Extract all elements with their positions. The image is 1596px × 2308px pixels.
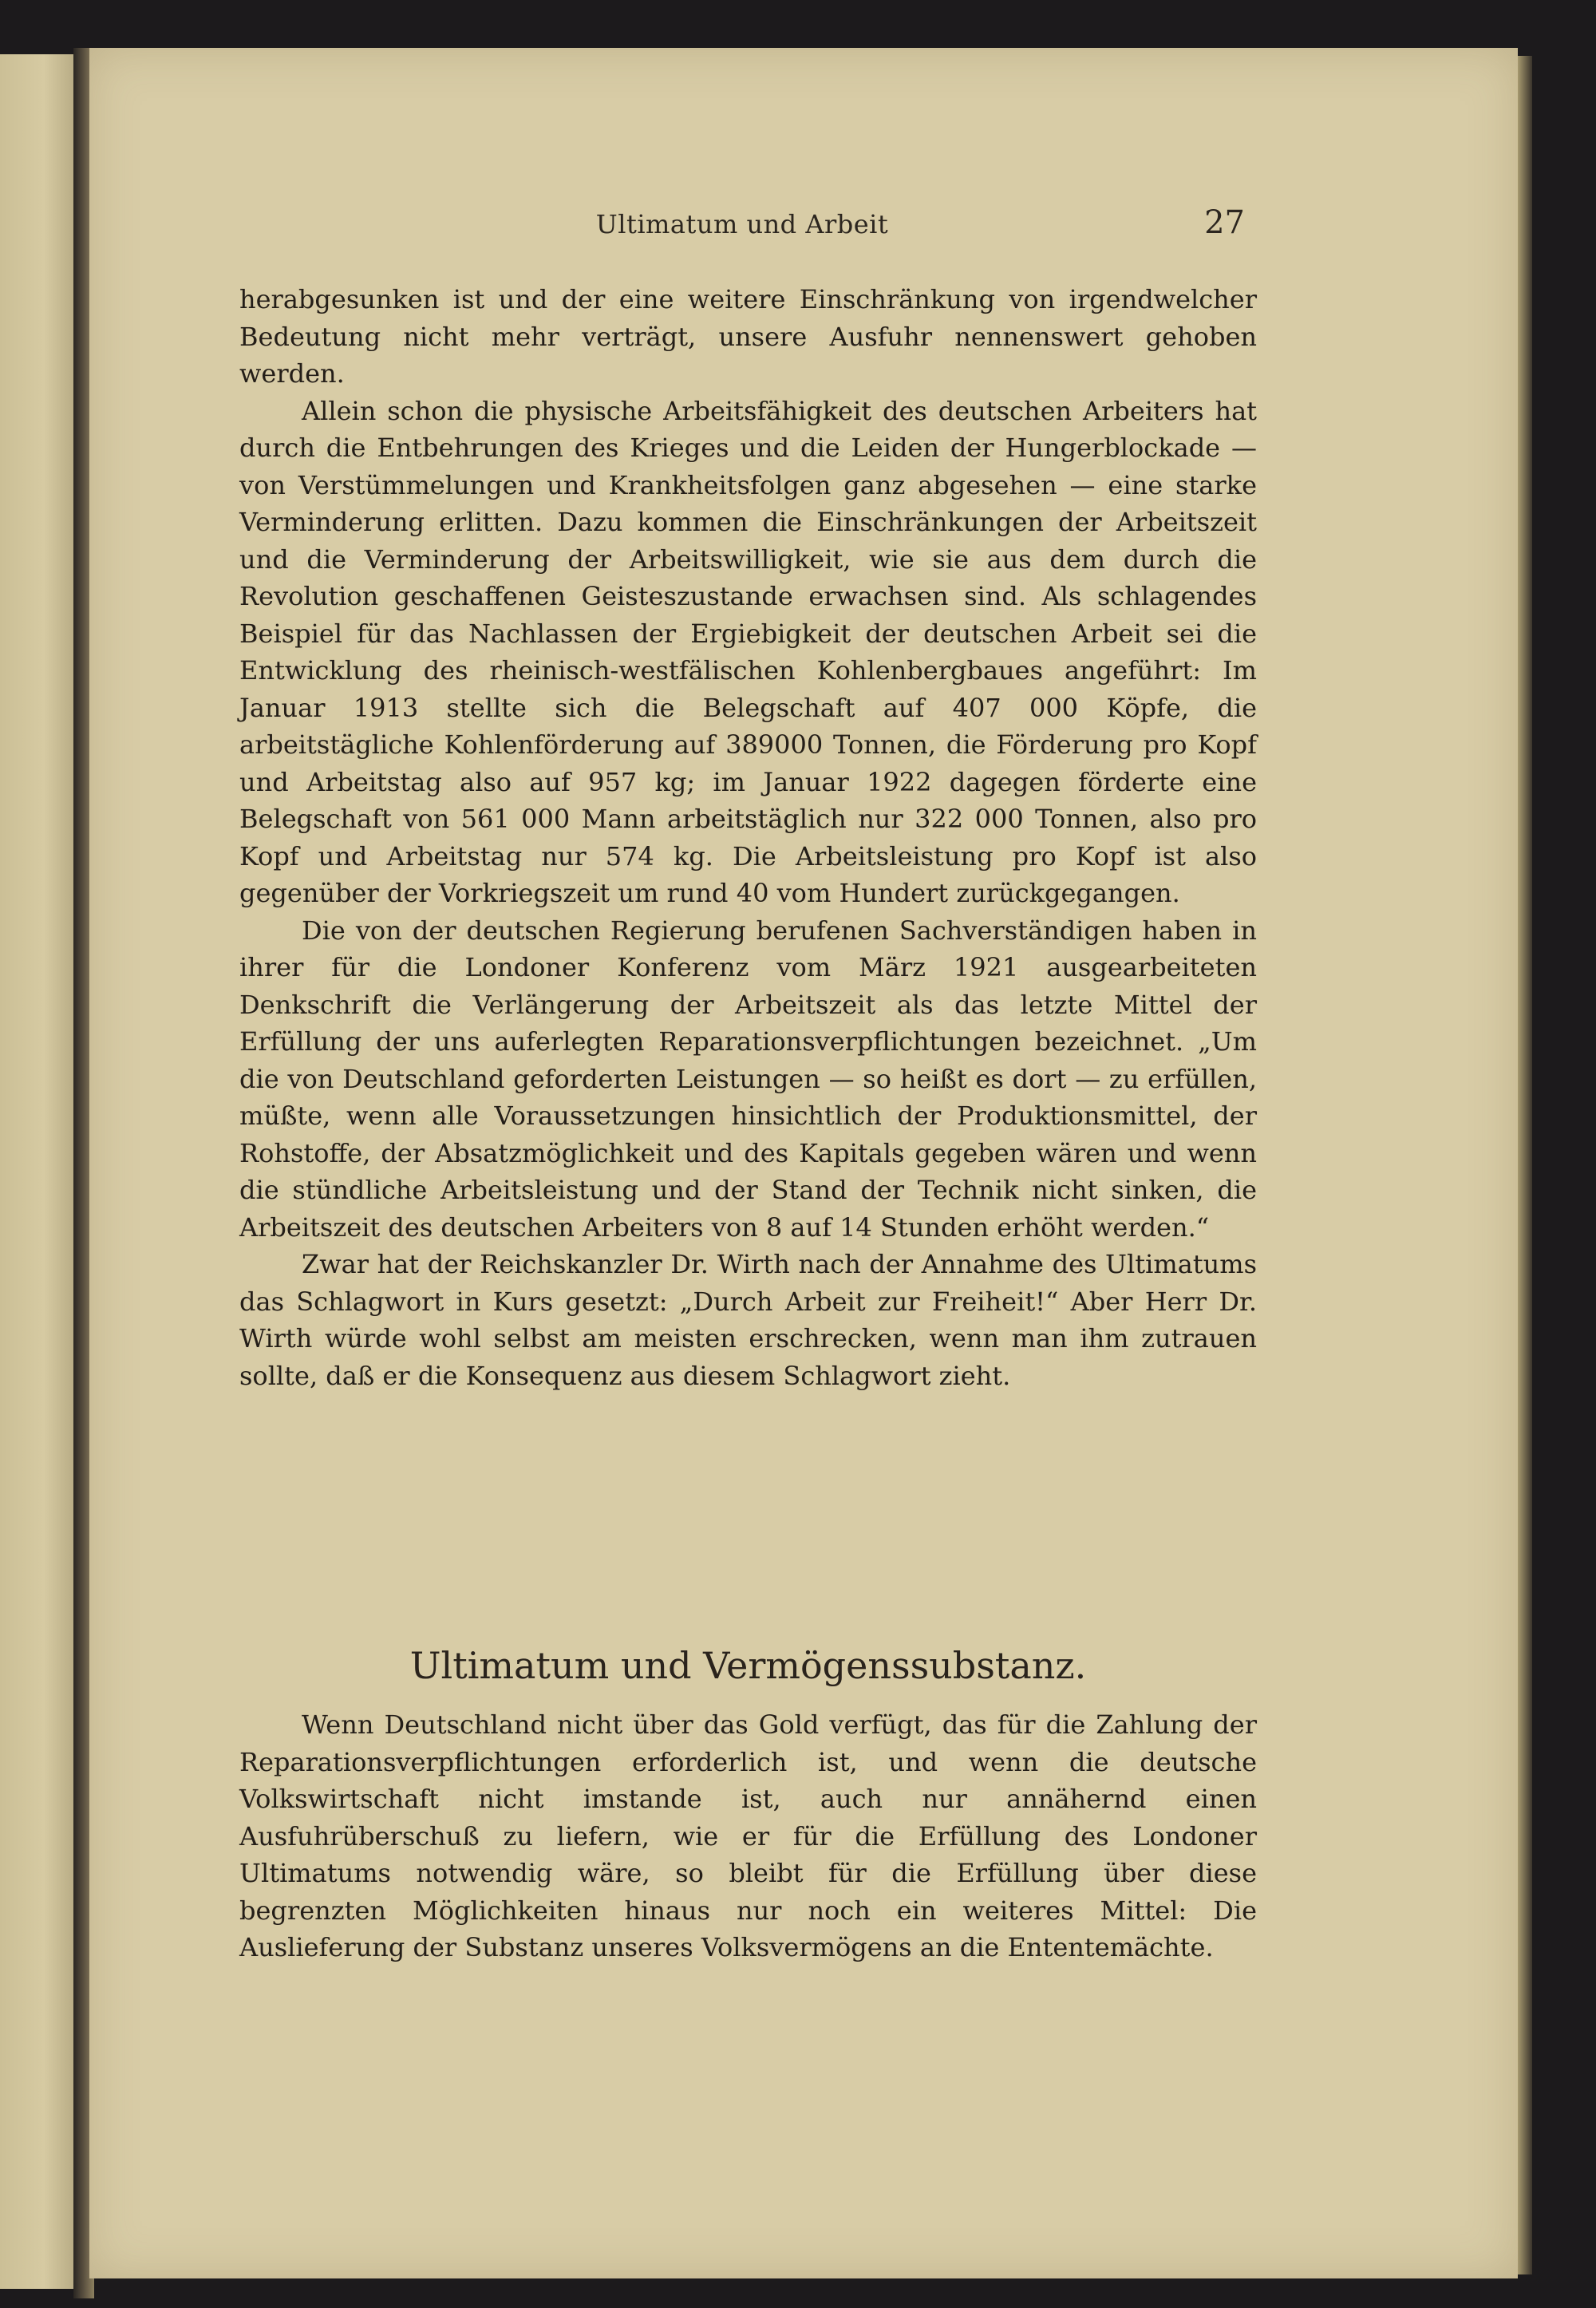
paragraph: Zwar hat der Reichskanzler Dr. Wirth nach der Annahme des Ultimatums das Schlagwort in Kurs gesetzt: „Durch Arbeit zur Freiheit!“ Aber Herr Dr. Wirth würde wohl selbst am meisten erschrecken, wenn man ihm zutrauen sollte, daß er die Konsequenz aus diesem Schlagwort zieht. bbox=[239, 1249, 1257, 1391]
section-text bbox=[239, 1706, 1257, 1966]
body-text bbox=[239, 281, 1257, 1394]
page-header bbox=[239, 204, 1245, 249]
paragraph: herabgesunken ist und der eine weitere Einschränkung von irgendwelcher Bedeutung nicht mehr verträgt, unsere Ausfuhr nennenswert gehoben werden. bbox=[239, 284, 1257, 389]
running-title: Ultimatum und Arbeit bbox=[595, 209, 889, 239]
facing-page-edge bbox=[0, 54, 73, 2289]
paragraph: Die von der deutschen Regierung berufenen Sachverständigen haben in ihrer für die Londoner Konferenz vom März 1921 ausgearbeiteten Denkschrift die Verlängerung der Arbeitszeit als das letzte Mittel der Erfüllung der uns auferlegten Reparationsverpflichtungen bezeichnet. „Um die von Deutschland geforderten Leistungen — so heißt es dort — zu erfüllen, müßte, wenn alle Voraussetzungen hinsichtlich der Produktionsmittel, der Rohstoffe, der Absatzmöglichkeit und des Kapitals gegeben wären und wenn die stündliche Arbeitsleistung und der Stand der Technik nicht sinken, die Arbeitszeit des deutschen Arbeiters von 8 auf 14 Stunden erhöht werden.“ bbox=[239, 915, 1257, 1243]
page-edge-shadow bbox=[1518, 56, 1532, 2274]
section-heading: Ultimatum und Vermögenssubstanz. bbox=[409, 1644, 1087, 1687]
paragraph: Allein schon die physische Arbeitsfähigkeit des deutschen Arbeiters hat durch die Entbehrungen des Krieges und die Leiden der Hungerblockade — von Verstümmelungen und Krankheitsfolgen ganz abgesehen — eine starke Verminderung erlitten. Dazu kommen die Einschränkungen der Arbeitszeit und die Verminderung der Arbeitswilligkeit, wie sie aus dem durch die Revolution geschaffenen Geisteszustande erwachsen sind. Als schlagendes Beispiel für das Nachlassen der Ergiebigkeit der deutschen Arbeit sei die Entwicklung des rheinisch-westfälischen Kohlenbergbaues angeführt: Im Januar 1913 stellte sich die Belegschaft auf 407 000 Köpfe, die arbeitstägliche Kohlenförderung auf 389000 Tonnen, die Förderung pro Kopf und Arbeitstag also auf 957 kg; im Januar 1922 dagegen förderte eine Belegschaft von 561 000 Mann arbeitstäglich nur 322 000 Tonnen, also pro Kopf und Arbeitstag nur 574 kg. Die Arbeitsleistung pro Kopf ist also gegenüber der Vorkriegszeit um rund 40 vom Hundert zurückgegangen. bbox=[239, 395, 1257, 908]
page-number: 27 bbox=[1204, 204, 1245, 241]
paragraph: Wenn Deutschland nicht über das Gold verfügt, das für die Zahlung der Reparationsverpflichtungen erforderlich ist, und wenn die deutsche Volkswirtschaft nicht imstande ist, auch nur annähernd einen Ausfuhrüberschuß zu liefern, wie er für die Erfüllung des Londoner Ultimatums notwendig wäre, so bleibt für die Erfüllung über diese begrenzten Möglichkeiten hinaus nur noch ein weiteres Mittel: Die Auslieferung der Substanz unseres Volksvermögens an die Ententemächte. bbox=[239, 1709, 1257, 1962]
